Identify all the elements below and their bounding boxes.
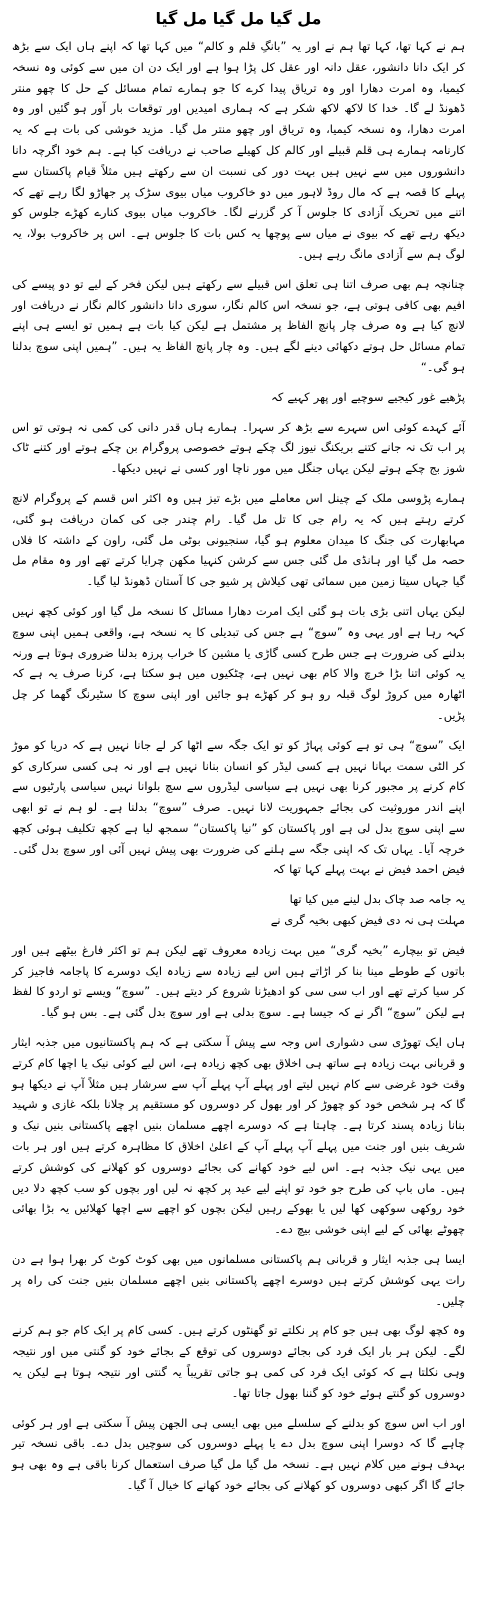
- article-paragraph: چنانچہ ہم بھی صرف اتنا ہی تعلق اس قبیلے سے رکھتے ہیں لیکن فخر کے لیے تو دو پیسے کی افیم بھی کافی ہوتی ہے، جو نسخہ اس کالم نگار، سوری دانا دانشور کالم نگار نے دریافت اور لانچ کیا ہے وہ صرف چار پانچ الفاظ پر مشتمل ہے لیکن کیا بات ہے ہمیں تو ایسے ہی اپنے تمام مسائل حل ہوتے دکھائی دینے لگے ہیں۔ وہ چار پانچ الفاظ یہ ہیں۔ ”ہمیں اپنی سوچ بدلنا ہو گی۔“: [12, 276, 465, 374]
- article-paragraph: ہم نے کہا تھا، کہا تھا ہم نے اور یہ ”بانگِ قلم و کالم“ میں کہا تھا کہ اپنے ہاں ایک سے بڑھ کر ایک دانا دانشور، عقل دانہ اور عقل کل پڑا ہوا ہے اور ایک دن ان میں سے کوئی وہ نسخہ کیمیا، وہ امرت دھارا اور وہ تریاق پیدا کرے کا جو ہمارے تمام مسائل کے حل کا چھو منتر ڈھونڈ لے گا۔ خدا کا لاکھ لاکھ شکر ہے کہ ہماری امیدیں اور توقعات بار آور ہو گئیں اور وہ امرت دھارا، وہ نسخہ کیمیا، وہ تریاق اور چھو منتر مل گیا۔ مزید خوشی کی بات ہے کہ یہ کارنامہ ہمارے ہی قلم قبیلے اور کالم کل کھیلے صاحب نے دریافت کیا ہے۔ ہم خود اگرچہ دانا دانشوروں میں سے نہیں ہیں بہت دور کی نسبت ان سے رکھتے ہیں مثلاً قیام پاکستان سے پہلے کا قصہ ہے کہ مال روڈ لاہور میں دو خاکروب میاں بیوی سڑک پر جھاڑو لگا رہے تھے کہ اتنے میں تحریک آزادی کا جلوس آ کر گزرنے لگا۔ خاکروب میاں بیوی کنارے کھڑے جلوس کو دیکھ رہے تھے کہ بیوی نے میاں سے پوچھا یہ کس بات کا جلوس ہے۔ اس پر خاکروب بولا، یہ لوگ ہم سے آزادی مانگ رہے ہیں۔: [12, 39, 465, 261]
- verse-line: یہ جامہ صد چاک بدل لینے میں کیا تھا: [289, 892, 465, 907]
- article-paragraph: پڑھیے غور کیجیے سوچیے اور پھر کہیے کہ: [271, 389, 465, 404]
- article-title: مل گیا مل گیا مل گیا: [155, 9, 322, 28]
- article-paragraph: ہاں ایک تھوڑی سی دشواری اس وجہ سے پیش آ سکتی ہے کہ ہم پاکستانیوں میں جذبہ ایثار و قربانی بہت زیادہ ہے ساتھ ہی اخلاق بھی کچھ زیادہ ہے، اس لیے کوئی نیک یا اچھا کام کرتے وقت خود غرضی سے کام نہیں لیتے اور پہلے آپ پہلے آپ سے سرشار ہیں مثلاً آپ نے دیکھا ہو گا کہ ہر شخص خود کو چھوڑ کر اور بھول کر دوسروں کو مستقیم پر چلانا بلکہ غازی و شہید بنانا زیادہ پسند کرتا ہے۔ چاہتا ہے کہ دوسرے اچھے مسلمان بنیں اچھے پاکستانی بنیں نیک و شریف بنیں اور جنت میں پہلے آپ پہلے آپ کے اعلیٰ اخلاق کا مظاہرہ کرتے ہیں اور ہر بات میں یہی نیک جذبہ ہے۔ اس لیے خود کھانے کی بجائے دوسروں کو کھلانے کی کوشش کرتے ہیں۔ ماں باپ کی طرح جو خود تو اپنے لیے عید پر کچھ نہ لیں اور بچوں کو سب کچھ دلا دیں خود روکھی سوکھی کھا لیں یا بھوکے رہیں لیکن بچوں کو اچھے سے اچھا کھلائیں یہ بڑا بھائی چھوٹے بھائی کے لیے اپنی خوشی بیچ دے۔: [12, 1035, 465, 1237]
- article-paragraph: وہ کچھ لوگ بھی ہیں جو کام پر نکلتے تو گھنٹوں کرتے ہیں۔ کسی کام پر ایک کام جو ہم کرنے لگے۔ لیکن ہر بار ایک فرد کی بجائے دوسروں کی توقع کے بجائے خود کو گنتی میں اور نتیجہ وہی نکلتا ہے کہ کوئی ایک فرد کی کمی ہو جاتی تقریباً یہ گنتی اور نتیجہ ہوتا ہے لیکن یہ دوسروں کو گنتے ہوئے خود کو گننا بھول جاتا تھا۔: [12, 1323, 465, 1400]
- article-paragraph: لیکن یہاں اتنی بڑی بات ہو گئی ایک امرت دھارا مسائل کا نسخہ مل گیا اور کوئی کچھ نہیں کہہ رہا ہے اور یہی وہ ”سوچ“ ہے جس کی تبدیلی کا یہ نسخہ ہے، واقعی ہمیں اپنی سوچ بدلنے کی ضرورت ہے جس طرح کسی گاڑی یا مشین کا خراب پرزہ بدلنا ضروری ہوتا ہے ورنہ یہ کوئی اتنا بڑا خرچ والا کام بھی نہیں ہے، چٹکیوں میں ہو سکتا ہے، کرنا صرف یہ ہے کہ اٹھارہ میں کروڑ لوگ قبلہ رو ہو کر کھڑے ہو جائیں اور اپنی سوچ کا سٹیرنگ گھما کر چل پڑیں۔: [12, 603, 465, 722]
- article-paragraph: ہمارے پڑوسی ملک کے چینل اس معاملے میں بڑے تیز ہیں وہ اکثر اس قسم کے پروگرام لانچ کرتے رہتے ہیں کہ یہ رام جی کا تل مل گیا۔ رام چندر جی کی کمان دریافت ہو گئی، مہابھارت کی جنگ کا میدان معلوم ہو گیا، سنجیونی بوٹی مل گئی، راون کے داشتہ کا فلاں حصہ مل گیا اور ہانڈی مل گئی جس سے کرشن کنہیا مکھن چرایا کرتے تھے اور وہ مقام مل گیا جہاں سیتا زمین میں سمائی تھی کیلاش پر شیو جی کا آستان ڈھونڈ لیا گیا۔: [12, 490, 465, 589]
- verse-line: مہلت ہی نہ دی فیض کبھی بخیہ گری نے: [270, 913, 465, 928]
- article-paragraph: ایسا ہی جذبہ ایثار و قربانی ہم پاکستانی مسلمانوں میں بھی کوٹ کوٹ کر بھرا ہوا ہے دن رات یہی کوشش کرتے ہیں دوسرے اچھے پاکستانی بنیں اچھے مسلمان بنیں جنت کی راہ پر چلیں۔: [12, 1252, 465, 1308]
- article-paragraph: آئے کہدے کوئی اس سہرے سے بڑھ کر سہرا۔ ہمارے ہاں قدر دانی کی کمی نہ ہوتی تو اس پر اب تک نہ جانے کتنے بریکنگ نیوز لگ چکے ہوتے خصوصی پروگرام بن چکے ہوتے اور کتنے ٹاک شوز بج چکے ہوتے لیکن یہاں جنگل میں مور ناچا اور کسی نے نہیں دیکھا۔: [12, 419, 465, 476]
- poetry-couplet: [12, 889, 465, 931]
- article-paragraph: ایک ”سوچ“ ہی تو ہے کوئی پہاڑ کو تو ایک جگہ سے اٹھا کر لے جانا نہیں ہے کہ دریا کو موڑ کر الٹی سمت بہانا نہیں ہے کسی لیڈر کو انسان بنانا نہیں ہے اور نہ ہی کسی سرکاری کو کام کرنے پر مجبور کرنا بھی نہیں ہے سیاسی لیڈروں سے سچ بلوانا نہیں سیاسی پارٹیوں سے اپنے اندر موروثیت کی بجائے جمہوریت لانا نہیں۔ صرف ”سوچ“ بدلنا ہے۔ لو ہم نے تو ابھی سے اپنی سوچ بدل لی ہے اور پاکستان کو ”نیا پاکستان“ سمجھ لیا ہے کچھ تکلیف ہوئی کچھ خرچہ آیا۔ یہاں تک کہ اپنی جگہ سے ہلنے کی ضرورت بھی پیش نہیں آئی اور سوچ بدل گئی۔ فیض احمد فیض نے بہت پہلے کہا تھا کہ: [12, 737, 465, 877]
- article-paragraph: فیض تو بیچارے ”بخیہ گری“ میں بہت زیادہ معروف تھے لیکن ہم تو اکثر فارغ بیٹھے ہیں اور باتوں کے طوطے مینا بنا کر اڑاتے ہیں اس لیے زیادہ سے زیادہ ایک دوسرے کا پاجامہ فاجیز کر کر سیا کرتے تھے اور اب سی سی کو ادھیڑنا شروع کر دیتے ہیں۔ ”سوچ“ ویسے تو اردو کا لفظ ہے لیکن ”سوچ“ اگر نے کہ جیسا ہے۔ سوچ بدلی ہے اور سوچ بدل گئی ہے۔ بس ہو گیا۔: [12, 942, 465, 1020]
- article-paragraph: اور اب اس سوچ کو بدلنے کے سلسلے میں بھی ایسی ہی الجھن پیش آ سکتی ہے اور ہر کوئی چاہے گا کہ دوسرا اپنی سوچ بدل دے یا پہلے دوسروں کی سوچیں بدل دے۔ باقی نسخہ تیر بہدف ہونے میں کلام نہیں ہے۔ نسخہ مل گیا مل گیا صرف استعمال کرنا باقی ہے وہ بھی ہو جائے گا اگر کبھی دوسروں کو کھلانے کی بجائے خود کھانے کا خیال آ گیا۔: [12, 1415, 465, 1492]
